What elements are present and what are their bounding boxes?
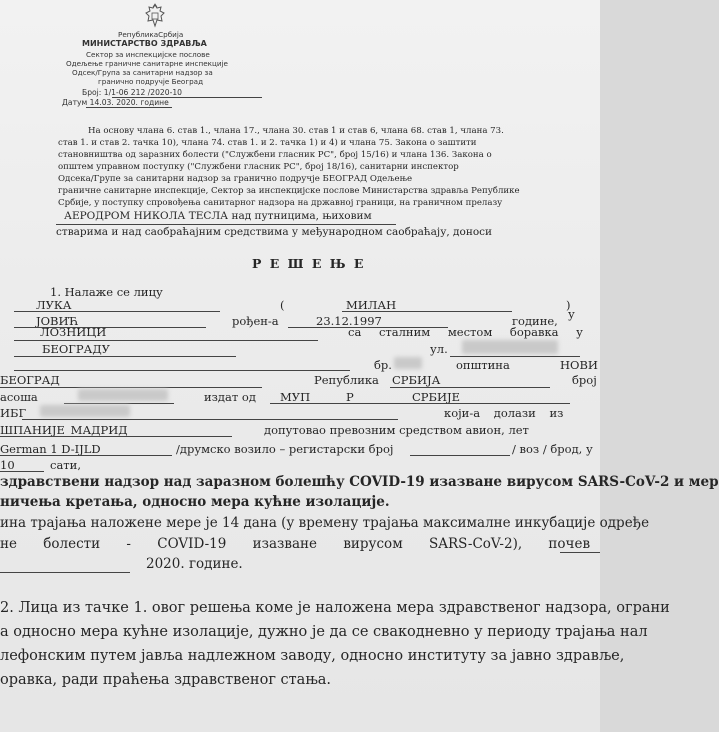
header-unit: Одсек/Група за санитарни надзор за [72, 68, 213, 77]
header-country: РепубликаСрбија [118, 30, 184, 39]
paren-open: ( [280, 298, 285, 312]
preamble-line: стварима и над саобраћајним средствима у међународном саобраћају, доноси [56, 226, 493, 238]
residence-label: са сталним местом боравка у [348, 325, 583, 339]
body-line: не болести - COVID-19 изазване вирусом SARS-CoV-2), почев [0, 536, 591, 552]
preamble-line: став 1. и став 2. тачка 10), члана 74. став 1. и 2. тачка 1) и 4) и члана 75. Закона о заштити [58, 138, 477, 148]
item1-label: 1. Налаже се лицу [50, 285, 163, 299]
preamble-line: Одсека/Групе за санитарни надзор за гранично подручје БЕОГРАД Одељење [58, 174, 413, 184]
paren-close: ) [566, 298, 571, 312]
municipality-label: општина [456, 358, 510, 372]
header-area: гранично подручје Београд [98, 77, 204, 86]
hour-field: 10 [0, 458, 15, 472]
born-label: рођен-а [232, 314, 279, 328]
passport-label: асоша [0, 390, 38, 404]
header-ministry: МИНИСТАРСТВО ЗДРАВЉА [82, 39, 207, 48]
preamble-line: граничне санитарне инспекције, Сектор за инспекцијске послове Министарства здравља Републике [58, 186, 520, 196]
municipality-field-a: НОВИ [560, 358, 598, 372]
preamble-line: На основу члана 6. став 1., члана 17., члана 30. став 1 и став 6, члана 68. став 1, члана 73. [88, 126, 504, 136]
last-name-field: ЈОВИЋ [36, 314, 79, 328]
body-line: 2020. године. [146, 556, 243, 572]
residence-city-field: БЕОГРАДУ [42, 342, 110, 356]
road-label: /друмско возило – регистарски број [176, 442, 394, 456]
body-line: ничења кретања, односно мера кућне изолације. [0, 494, 390, 510]
preamble-line: АЕРОДРОМ НИКОЛА ТЕСЛА над путницима, њиховим [64, 210, 372, 222]
header-sector: Сектор за инспекцијске послове [86, 50, 210, 59]
who-label: који-а долази из [444, 406, 564, 420]
preamble-line: Србије, у поступку спровођења санитарног надзора на државној граници, на граничном прелазу [58, 198, 503, 208]
preamble-line: становништва од заразних болести ("Службени гласник РС", број 15/16) и члана 136. Закона о [58, 150, 492, 160]
first-name-field: ЛУКА [36, 298, 72, 312]
transport-label: допутовао превозним средством авион, лет [264, 423, 529, 437]
in-label: у [568, 307, 575, 321]
republic-label: Република [314, 373, 379, 387]
year-label: године, [512, 314, 558, 328]
issuer-field-b: Р [346, 390, 354, 404]
birth-place-field: ЛОЗНИЦИ [40, 325, 107, 339]
coat-of-arms-icon [144, 4, 166, 28]
issued-label: издат од [204, 390, 256, 404]
header-number: Број: 1/1-06 212 /2020-10 [82, 88, 182, 97]
jmbg-label: ИБГ [0, 406, 27, 420]
number-label: број [572, 373, 597, 387]
municipality-field-b: БЕОГРАД [0, 373, 60, 387]
birth-date-field: 23.12.1997 [316, 314, 382, 328]
header-date: Датум 14.03. 2020. године [62, 98, 169, 107]
preamble-line: општем управном поступку ("Службени гласник РС", број 18/16), санитарни инспектор [58, 162, 459, 172]
body-line: ина трајања наложене мере је 14 дана (у времену трајања максималне инкубације одређе [0, 515, 650, 531]
train-label: / воз / брод, у [512, 442, 593, 456]
body-line: а односно мера кућне изолације, дужно је да се свакодневно у периоду трајања нал [0, 624, 648, 640]
body-line: здравствени надзор над заразном болешћу COVID-19 изазване вирусом SARS-CoV-2 и мер [0, 474, 719, 490]
hour-label: сати, [50, 458, 81, 472]
no-label: бр. [374, 358, 392, 372]
document-title: Р Е Ш Е Њ Е [252, 256, 366, 271]
father-name-field: МИЛАН [346, 298, 397, 312]
issuer-field-c: СРБИЈЕ [412, 390, 461, 404]
issuer-field-a: МУП [280, 390, 311, 404]
body-line: лефонским путем јавља надлежном заводу, односно институту за јавно здравље, [0, 648, 625, 664]
from-country-field: ШПАНИЈЕ_МАДРИД [0, 423, 128, 437]
flight-field: German 1 D-IJLD [0, 442, 101, 456]
header-department: Одељење граничне санитарне инспекције [66, 59, 228, 68]
republic-field: СРБИЈА [392, 373, 441, 387]
body-line: 2. Лица из тачке 1. овог решења коме је наложена мера здравственог надзора, ограни [0, 600, 670, 616]
street-label: ул. [430, 342, 448, 356]
body-line: оравка, ради праћења здравственог стања. [0, 672, 332, 688]
